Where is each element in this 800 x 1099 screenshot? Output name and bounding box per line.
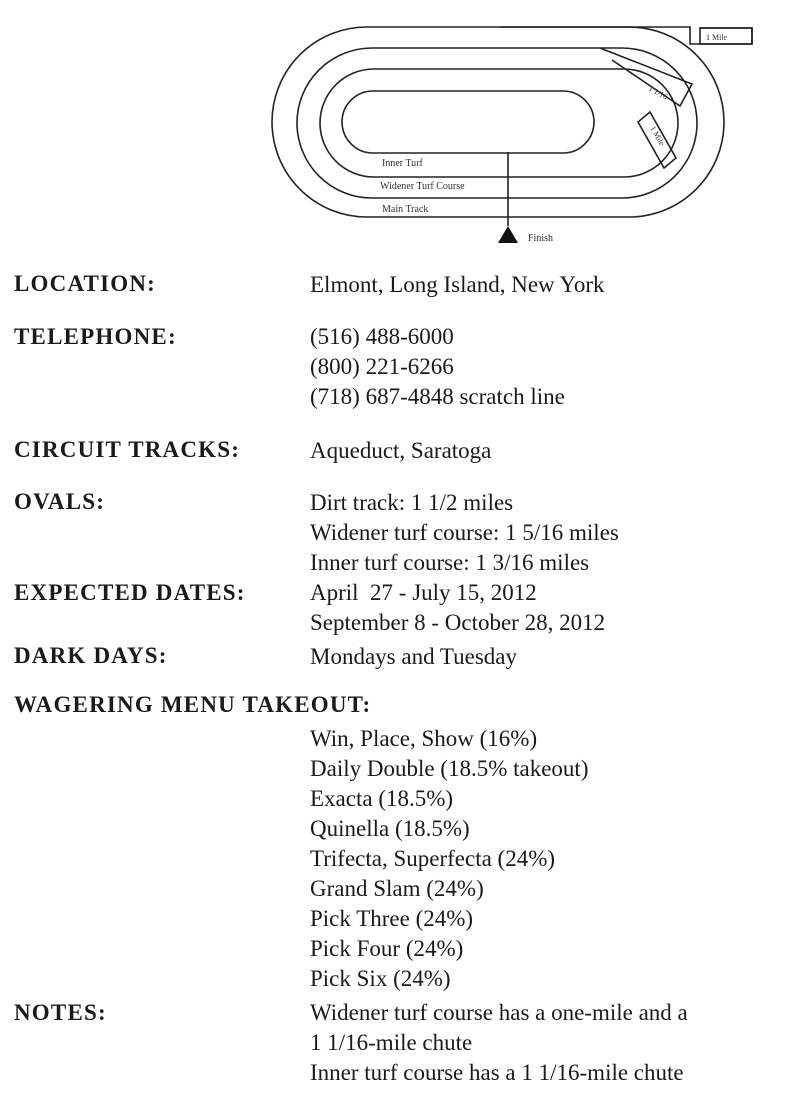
chute-a-label: 1 1/16 [647, 83, 670, 102]
phone-line: (516) 488-6000 [310, 324, 454, 349]
telephone-label: TELEPHONE: [14, 324, 177, 349]
wager-item: Trifecta, Superfecta (24%) [310, 846, 556, 871]
wager-item: Daily Double (18.5% takeout) [310, 756, 589, 781]
finish-label: Finish [528, 233, 554, 244]
ovals-values [310, 488, 619, 578]
chute-top-label: 1 Mile [706, 33, 728, 42]
infield [342, 91, 594, 153]
wagering-label: WAGERING MENU TAKEOUT: [14, 692, 372, 717]
note-line: Widener turf course has a one-mile and a [310, 1000, 688, 1025]
wager-item: Win, Place, Show (16%) [310, 726, 538, 751]
circuit-tracks-value [310, 436, 491, 466]
location-label: LOCATION: [14, 271, 156, 296]
wager-item: Pick Four (24%) [310, 936, 464, 961]
dark-days-label: DARK DAYS: [14, 643, 168, 668]
oval-line: Dirt track: 1 1/2 miles [310, 490, 514, 515]
telephone-values [310, 322, 565, 412]
phone-line: (800) 221-6266 [310, 354, 454, 379]
wager-item: Quinella (18.5%) [310, 816, 470, 841]
chute-a [600, 48, 692, 106]
location-value [310, 270, 605, 300]
wager-item: Pick Three (24%) [310, 906, 474, 931]
date-line: September 8 - October 28, 2012 [310, 610, 606, 635]
expected-dates-label: EXPECTED DATES: [14, 580, 246, 605]
expected-dates-values [310, 578, 605, 638]
phone-line: (718) 687-4848 scratch line [310, 384, 565, 409]
inner-turf-label: Inner Turf [382, 158, 423, 169]
wager-item: Grand Slam (24%) [310, 876, 484, 901]
wager-item: Exacta (18.5%) [310, 786, 454, 811]
location-line: Elmont, Long Island, New York [310, 272, 605, 297]
widener-label: Widener Turf Course [380, 181, 465, 192]
notes-values [310, 998, 688, 1088]
date-line: April 27 - July 15, 2012 [310, 580, 537, 605]
finish-arrow-icon [498, 226, 518, 243]
circuit-tracks-label: CIRCUIT TRACKS: [14, 437, 241, 462]
oval-line: Widener turf course: 1 5/16 miles [310, 520, 619, 545]
oval-line: Inner turf course: 1 3/16 miles [310, 550, 590, 575]
main-track-label: Main Track [382, 204, 429, 215]
ovals-label: OVALS: [14, 489, 106, 514]
dark-days-value [310, 642, 517, 672]
inner-turf-oval [320, 69, 678, 177]
note-line: 1 1/16-mile chute [310, 1030, 473, 1055]
chute-b-label: 1 Mile [648, 124, 667, 148]
wager-item: Pick Six (24%) [310, 966, 451, 991]
wagering-values [310, 724, 588, 994]
dark-days-line: Mondays and Tuesday [310, 644, 518, 669]
circuit-line: Aqueduct, Saratoga [310, 438, 492, 463]
track-diagram [0, 0, 800, 260]
note-line: Inner turf course has a 1 1/16-mile chute [310, 1060, 684, 1085]
notes-label: NOTES: [14, 1000, 107, 1025]
